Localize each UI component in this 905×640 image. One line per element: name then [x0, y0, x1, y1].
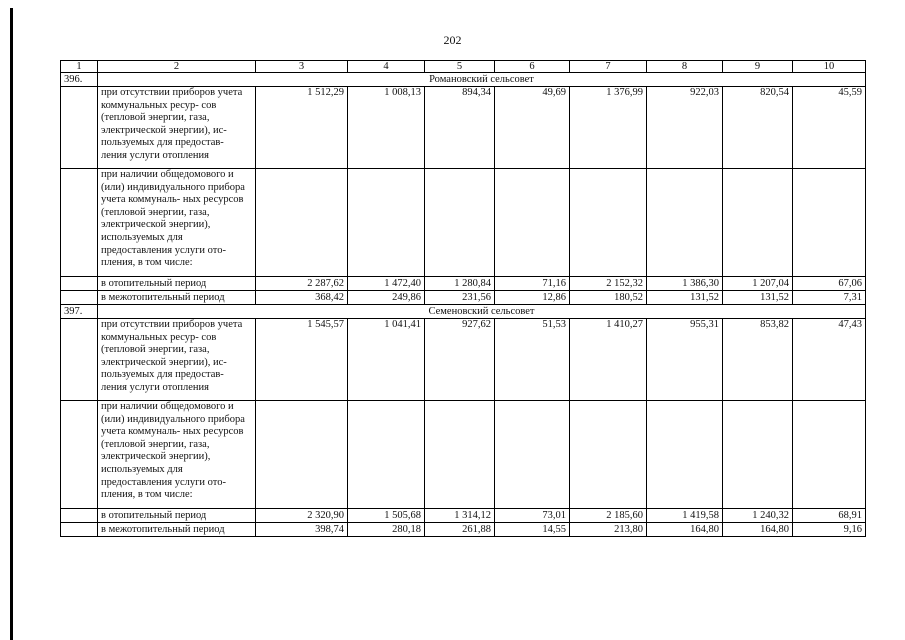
- table-row: [61, 401, 866, 509]
- value-cell: 1 041,41: [348, 319, 425, 401]
- value-cell: [348, 169, 425, 277]
- value-cell: 51,53: [495, 319, 570, 401]
- column-header: 5: [425, 61, 495, 73]
- value-cell: [793, 169, 866, 277]
- value-cell: 131,52: [647, 291, 723, 305]
- value-cell: 47,43: [793, 319, 866, 401]
- value-cell: 1 386,30: [647, 277, 723, 291]
- value-cell: 2 152,32: [570, 277, 647, 291]
- value-cell: 1 008,13: [348, 87, 425, 169]
- value-cell: 2 185,60: [570, 509, 647, 523]
- value-cell: 398,74: [256, 523, 348, 537]
- value-cell: [256, 401, 348, 509]
- section-number: 397.: [61, 305, 98, 319]
- table-row: [61, 523, 866, 537]
- value-cell: [425, 169, 495, 277]
- row-number-cell: [61, 87, 98, 169]
- section-header-row: [61, 305, 866, 319]
- column-header: 6: [495, 61, 570, 73]
- row-label: в межотопительный период: [98, 523, 256, 537]
- table-body: [61, 61, 866, 537]
- value-cell: [495, 401, 570, 509]
- value-cell: 1 410,27: [570, 319, 647, 401]
- value-cell: 2 320,90: [256, 509, 348, 523]
- value-cell: 164,80: [647, 523, 723, 537]
- value-cell: 894,34: [425, 87, 495, 169]
- value-cell: 1 314,12: [425, 509, 495, 523]
- table-row: [61, 291, 866, 305]
- value-cell: 368,42: [256, 291, 348, 305]
- value-cell: [793, 401, 866, 509]
- value-cell: 180,52: [570, 291, 647, 305]
- value-cell: 49,69: [495, 87, 570, 169]
- page-number: 202: [443, 33, 462, 47]
- value-cell: 68,91: [793, 509, 866, 523]
- row-number-cell: [61, 523, 98, 537]
- value-cell: 7,31: [793, 291, 866, 305]
- value-cell: 1 512,29: [256, 87, 348, 169]
- row-number-cell: [61, 291, 98, 305]
- value-cell: 1 419,58: [647, 509, 723, 523]
- column-number-row: [61, 61, 866, 73]
- value-cell: 922,03: [647, 87, 723, 169]
- value-cell: 1 240,32: [723, 509, 793, 523]
- value-cell: [348, 401, 425, 509]
- tariff-table: [60, 60, 866, 537]
- value-cell: 1 207,04: [723, 277, 793, 291]
- table-row: [61, 87, 866, 169]
- value-cell: 73,01: [495, 509, 570, 523]
- section-name: Семеновский сельсовет: [98, 305, 866, 319]
- table-row: [61, 509, 866, 523]
- value-cell: 1 545,57: [256, 319, 348, 401]
- value-cell: 45,59: [793, 87, 866, 169]
- row-label: в межотопительный период: [98, 291, 256, 305]
- column-header: 9: [723, 61, 793, 73]
- column-header: 2: [98, 61, 256, 73]
- value-cell: 955,31: [647, 319, 723, 401]
- column-header: 8: [647, 61, 723, 73]
- value-cell: 231,56: [425, 291, 495, 305]
- value-cell: [647, 169, 723, 277]
- column-header: 7: [570, 61, 647, 73]
- value-cell: [570, 169, 647, 277]
- value-cell: [570, 401, 647, 509]
- value-cell: 213,80: [570, 523, 647, 537]
- section-number: 396.: [61, 73, 98, 87]
- value-cell: [647, 401, 723, 509]
- row-number-cell: [61, 401, 98, 509]
- row-number-cell: [61, 169, 98, 277]
- value-cell: [723, 169, 793, 277]
- value-cell: 820,54: [723, 87, 793, 169]
- row-label: при наличии общедомового и (или) индивидуального прибора учета коммуналь- ных ресурсов (тепловой энергии, газа, электрической энергии), используемых для предоставления услуги ото- пления, в том числе:: [98, 169, 256, 277]
- column-header: 3: [256, 61, 348, 73]
- row-label: при отсутствии приборов учета коммунальных ресур- сов (тепловой энергии, газа, электрической энергии), ис- пользуемых для предостав- ления услуги отопления: [98, 87, 256, 169]
- row-label: при отсутствии приборов учета коммунальных ресур- сов (тепловой энергии, газа, электрической энергии), ис- пользуемых для предостав- ления услуги отопления: [98, 319, 256, 401]
- value-cell: 2 287,62: [256, 277, 348, 291]
- value-cell: 131,52: [723, 291, 793, 305]
- value-cell: 280,18: [348, 523, 425, 537]
- section-name: Романовский сельсовет: [98, 73, 866, 87]
- value-cell: 9,16: [793, 523, 866, 537]
- row-label: в отопительный период: [98, 277, 256, 291]
- value-cell: 67,06: [793, 277, 866, 291]
- row-label: в отопительный период: [98, 509, 256, 523]
- row-number-cell: [61, 319, 98, 401]
- value-cell: 164,80: [723, 523, 793, 537]
- value-cell: 71,16: [495, 277, 570, 291]
- value-cell: [495, 169, 570, 277]
- row-number-cell: [61, 277, 98, 291]
- binder-edge-line: [10, 8, 13, 640]
- table-row: [61, 319, 866, 401]
- value-cell: 249,86: [348, 291, 425, 305]
- row-label: при наличии общедомового и (или) индивидуального прибора учета коммуналь- ных ресурсов (тепловой энергии, газа, электрической энергии), используемых для предоставления услуги ото- пления, в том числе:: [98, 401, 256, 509]
- value-cell: 12,86: [495, 291, 570, 305]
- table-row: [61, 169, 866, 277]
- value-cell: 1 472,40: [348, 277, 425, 291]
- value-cell: 1 280,84: [425, 277, 495, 291]
- value-cell: 853,82: [723, 319, 793, 401]
- value-cell: 927,62: [425, 319, 495, 401]
- value-cell: [256, 169, 348, 277]
- row-number-cell: [61, 509, 98, 523]
- value-cell: [425, 401, 495, 509]
- value-cell: 1 505,68: [348, 509, 425, 523]
- value-cell: 261,88: [425, 523, 495, 537]
- value-cell: 1 376,99: [570, 87, 647, 169]
- value-cell: [723, 401, 793, 509]
- column-header: 1: [61, 61, 98, 73]
- value-cell: 14,55: [495, 523, 570, 537]
- section-header-row: [61, 73, 866, 87]
- column-header: 4: [348, 61, 425, 73]
- column-header: 10: [793, 61, 866, 73]
- table-row: [61, 277, 866, 291]
